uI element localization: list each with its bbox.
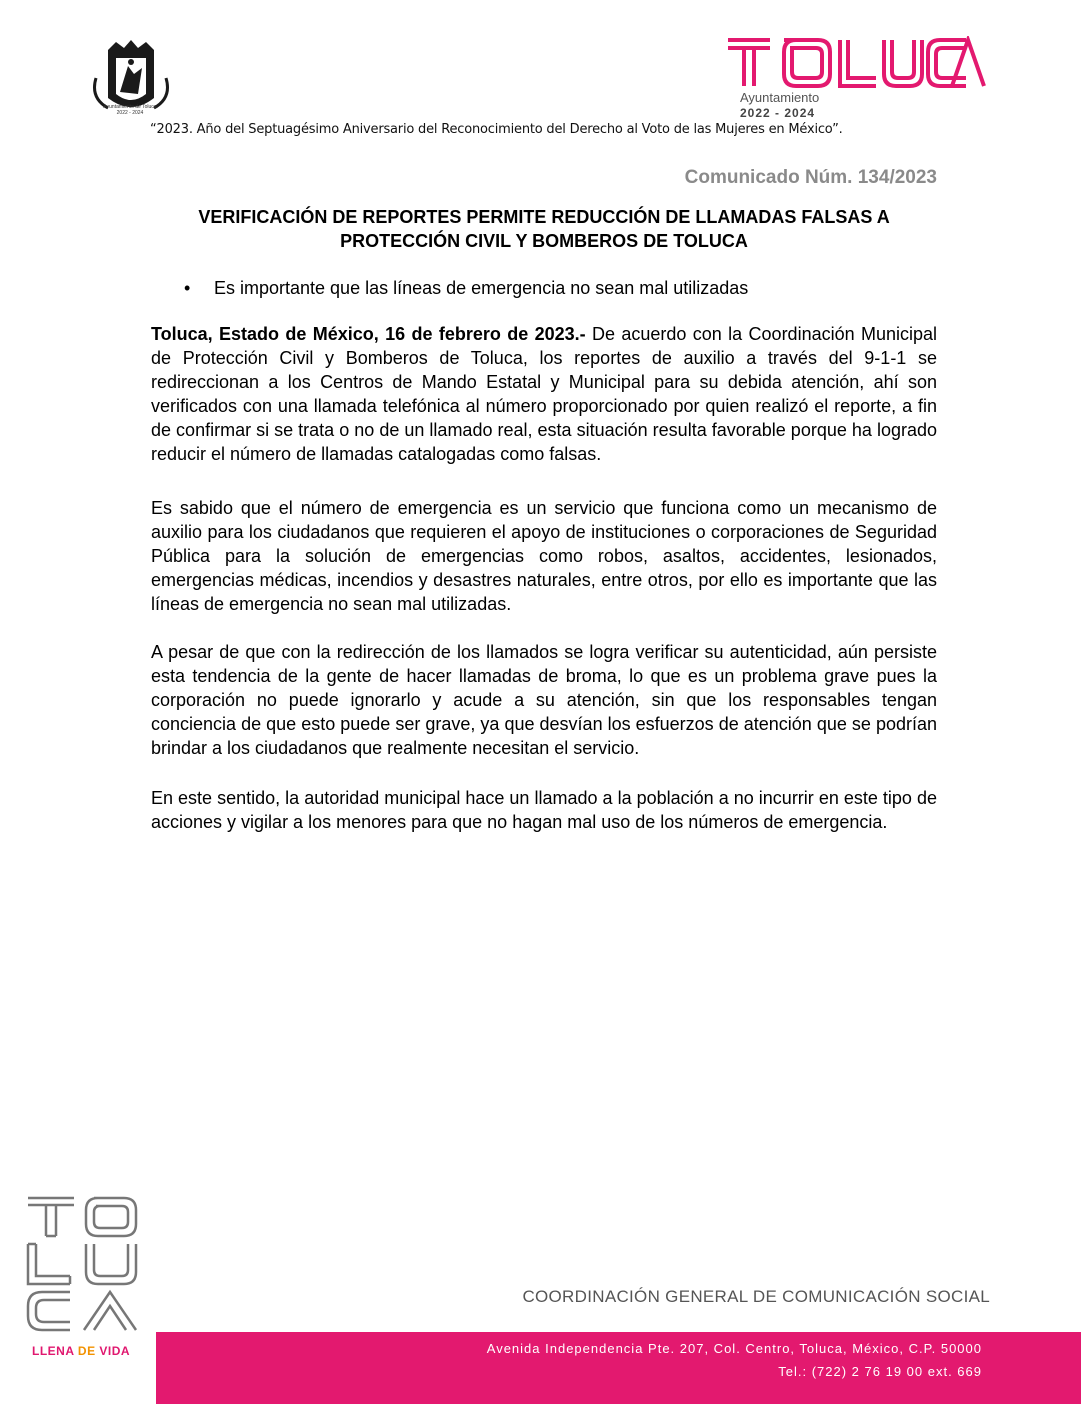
headline-line-1: VERIFICACIÓN DE REPORTES PERMITE REDUCCIÓN DE LLAMADAS FALSAS A <box>198 207 890 227</box>
headline-line-2: PROTECCIÓN CIVIL Y BOMBEROS DE TOLUCA <box>340 231 748 251</box>
footer-address: Avenida Independencia Pte. 207, Col. Centro, Toluca, México, C.P. 50000 <box>486 1341 982 1356</box>
communique-number: Comunicado Núm. 134/2023 <box>684 167 937 188</box>
dateline: Toluca, Estado de México, 16 de febrero de 2023.- <box>151 324 586 344</box>
summary-bullet <box>184 278 748 299</box>
headline <box>150 205 938 253</box>
slogan-word-3: VIDA <box>99 1344 131 1358</box>
summary-bullet-text: Es importante que las líneas de emergencia no sean mal utilizadas <box>214 278 749 298</box>
bullet-icon: • <box>184 278 191 298</box>
paragraph-1 <box>151 322 937 466</box>
paragraph-4: En este sentido, la autoridad municipal hace un llamado a la población a no incurrir en este tipo de acciones y vigilar a los menores para que no hagan mal uso de los números de emergencia. <box>151 788 937 832</box>
slogan-word-1: LLENA <box>32 1344 75 1358</box>
paragraph-1-text: De acuerdo con la Coordinación Municipal de Protección Civil y Bomberos de Toluca, los reportes de auxilio a través del 9-1-1 se redireccionan a los Centros de Mando Estatal y Municipal para su debida atención, ahí son verificados con una llamada telefónica al número proporcionado por quien realizó el reporte, a fin de confirmar si se trata o no de un llamado real, esta situación resulta favorable porque ha logrado reducir el número de llamadas catalogadas como falsas. <box>151 324 938 464</box>
crest-caption: Ayuntamiento de Toluca 2022 - 2024 <box>103 104 157 116</box>
ayuntamiento-label: Ayuntamiento <box>740 90 820 105</box>
toluca-footer-logo <box>26 1196 138 1332</box>
footer-slogan <box>32 1344 130 1358</box>
slogan-word-2: DE <box>77 1344 96 1358</box>
toluca-logo <box>726 36 986 88</box>
year-motto: “2023. Año del Septuagésimo Aniversario del Reconocimiento del Derecho al Voto de las Mujeres en México”. <box>150 122 843 137</box>
administration-years: 2022 - 2024 <box>740 106 816 120</box>
footer-phone: Tel.: (722) 2 76 19 00 ext. 669 <box>778 1364 982 1379</box>
paragraph-2: Es sabido que el número de emergencia es un servicio que funciona como un mecanismo de auxilio para los ciudadanos que requieren el apoyo de instituciones o corporaciones de Seguridad Pública para la solución de emergencias como robos, asaltos, accidentes, lesionados, emergencias médicas, incendios y desastres naturales, entre otros, por ello es importante que las líneas de emergencia no sean mal utilizadas. <box>151 498 937 614</box>
department-name: COORDINACIÓN GENERAL DE COMUNICACIÓN SOCIAL <box>522 1287 990 1306</box>
paragraph-3: A pesar de que con la redirección de los llamados se logra verificar su autenticidad, aún persiste esta tendencia de la gente de hacer llamadas de broma, lo que es un problema grave pues la corporación no puede ignorarlo y acude a su atención, sin que los responsables tengan conciencia de que esto puede ser grave, ya que desvían los esfuerzos de atención que se podrían brindar a los ciudadanos que realmente necesitan el servicio. <box>151 642 937 758</box>
